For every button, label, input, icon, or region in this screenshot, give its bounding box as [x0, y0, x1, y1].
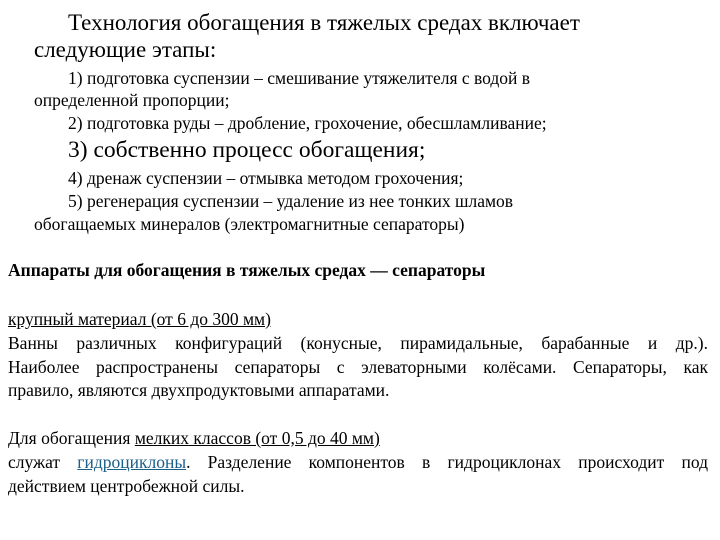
fine-classes-underlined: мелких классов (от 0,5 до 40 мм) — [134, 428, 380, 448]
coarse-title-underlined: крупный материал (от 6 до 300 мм) — [8, 309, 271, 329]
coarse-line-2: Наиболее распространены сепараторы с элеваторными колёсами. Сепараторы, как — [8, 357, 708, 377]
step-5-line-2: обогащаемых минералов (электромагнитные сепараторы) — [34, 214, 465, 234]
fine-line-2 — [8, 451, 708, 473]
fine-line-2-prefix: служат — [8, 452, 78, 472]
step-4: 4) дренаж суспензии – отмывка методом грохочения; — [68, 168, 464, 188]
coarse-line-3: правило, являются двухпродуктовыми аппаратами. — [8, 380, 390, 400]
step-5-line-1: 5) регенерация суспензии – удаление из нее тонких шламов — [68, 191, 514, 211]
step-1-line-2: определенной пропорции; — [34, 90, 230, 110]
fine-line-1 — [8, 427, 380, 449]
step-3: 3) собственно процесс обогащения; — [68, 137, 426, 163]
coarse-line-1: Ванны различных конфигураций (конусные, пирамидальные, барабанные и др.). — [8, 333, 708, 353]
fine-line-3: действием центробежной силы. — [8, 476, 245, 496]
intro-line-2: следующие этапы: — [34, 37, 217, 62]
step-1-line-1: 1) подготовка суспензии – смешивание утяжелителя с водой в — [68, 68, 531, 88]
intro-line-1: Технология обогащения в тяжелых средах включает — [68, 10, 580, 35]
fine-line-1-prefix: Для обогащения — [8, 428, 135, 448]
hydrocyclones-link[interactable]: гидроциклоны — [77, 452, 187, 472]
step-2: 2) подготовка руды – дробление, грохочение, обесшламливание; — [68, 113, 547, 133]
fine-line-2-suffix: . Разделение компонентов в гидроциклонах происходит под — [186, 452, 709, 472]
section-heading: Аппараты для обогащения в тяжелых средах — сепараторы — [8, 260, 486, 280]
coarse-title — [8, 308, 271, 330]
